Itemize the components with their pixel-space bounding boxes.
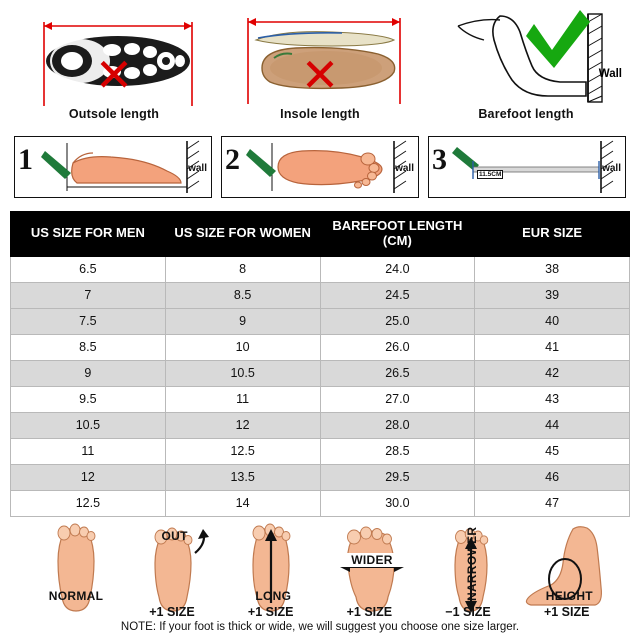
wall-label: Wall [598,68,622,80]
measurement-value: 11.5CM [479,171,502,178]
cell-us-women: 14 [165,490,320,516]
step-1 [14,136,212,198]
foot-type-advice: +1 SIZE [543,604,590,619]
foot-type-advice: +1 SIZE [346,604,393,619]
column-header-barefoot-length: BAREFOOT LENGTH (CM) [320,212,475,257]
table-row [11,256,630,282]
cell-us-women: 8.5 [165,282,320,308]
cell-barefoot-length: 26.5 [320,360,475,386]
step-3 [428,136,626,198]
measurement-steps [10,136,630,204]
cell-us-men: 10.5 [11,412,166,438]
cell-us-men: 12 [11,464,166,490]
foot-type-normal [24,523,123,619]
wall-label: wall [395,163,414,174]
cell-barefoot-length: 30.0 [320,490,475,516]
cell-us-women: 13.5 [165,464,320,490]
foot-type-wider [320,523,419,619]
step-number: 3 [432,143,447,176]
cell-eur-size: 39 [475,282,630,308]
column-header-eur-size: EUR SIZE [475,212,630,257]
cell-barefoot-length: 28.0 [320,412,475,438]
foot-type-label: WIDER [320,553,424,567]
cell-us-women: 12 [165,412,320,438]
table-row [11,490,630,516]
cell-barefoot-length: 27.0 [320,386,475,412]
table-body [11,256,630,516]
cell-us-women: 12.5 [165,438,320,464]
foot-type-label: NARROWER [464,526,479,601]
step-number: 2 [225,143,240,176]
cell-us-men: 6.5 [11,256,166,282]
table-row [11,386,630,412]
table-row [11,412,630,438]
cell-eur-size: 46 [475,464,630,490]
foot-type-row [10,523,630,619]
column-header-us-men: US SIZE FOR MEN [11,212,166,257]
foot-top-view-icon [222,137,418,197]
foot-type-narrower [419,523,518,619]
cell-eur-size: 38 [475,256,630,282]
cell-us-men: 7 [11,282,166,308]
cell-us-men: 9.5 [11,386,166,412]
table-row [11,282,630,308]
cell-eur-size: 44 [475,412,630,438]
cell-us-men: 7.5 [11,308,166,334]
cell-barefoot-length: 29.5 [320,464,475,490]
cell-eur-size: 41 [475,334,630,360]
table-row [11,334,630,360]
illustration-outsole [16,6,212,121]
cell-eur-size: 42 [475,360,630,386]
step-2 [221,136,419,198]
cell-us-men: 9 [11,360,166,386]
foot-normal-icon [24,523,128,619]
barefoot-wall-icon [428,6,624,106]
measure-tape-icon [429,137,625,197]
cell-us-women: 10 [165,334,320,360]
cell-barefoot-length: 24.5 [320,282,475,308]
illustration-insole [222,6,418,121]
foot-side-view-icon [15,137,211,197]
cell-us-women: 8 [165,256,320,282]
measurement-illustrations [10,6,630,134]
cell-us-women: 11 [165,386,320,412]
cell-us-men: 8.5 [11,334,166,360]
table-row [11,360,630,386]
illustration-barefoot [428,6,624,121]
cell-barefoot-length: 28.5 [320,438,475,464]
illustration-caption: Insole length [280,107,360,121]
foot-type-label: LONG [255,588,292,603]
foot-type-long [221,523,320,619]
foot-type-advice: −1 SIZE [445,604,491,619]
wall-label: wall [188,163,207,174]
cross-mark: ✕ [300,48,340,102]
cell-us-men: 12.5 [11,490,166,516]
step-number: 1 [18,143,33,176]
column-header-us-women: US SIZE FOR WOMEN [165,212,320,257]
size-table [10,211,630,517]
table-row [11,464,630,490]
illustration-caption: Barefoot length [478,107,574,121]
foot-type-advice: +1 SIZE [247,604,294,619]
table-row [11,308,630,334]
foot-type-label: NORMAL [48,588,104,603]
cell-eur-size: 43 [475,386,630,412]
cell-barefoot-length: 24.0 [320,256,475,282]
illustration-caption: Outsole length [68,107,160,121]
cell-barefoot-length: 25.0 [320,308,475,334]
table-header-row [11,212,630,257]
cell-eur-size: 40 [475,308,630,334]
cell-us-women: 10.5 [165,360,320,386]
foot-type-label: OUT [161,528,188,543]
size-note: NOTE: If your foot is thick or wide, we will suggest you choose one size larger. [120,620,520,633]
foot-type-advice: +1 SIZE [149,604,195,619]
foot-type-label: HEIGHT [545,588,593,603]
foot-type-height [517,523,616,619]
cell-us-women: 9 [165,308,320,334]
foot-type-out [123,523,222,619]
cell-eur-size: 45 [475,438,630,464]
table-row [11,438,630,464]
wall-label: wall [602,163,621,174]
cell-barefoot-length: 26.0 [320,334,475,360]
cell-us-men: 11 [11,438,166,464]
cell-eur-size: 47 [475,490,630,516]
cross-mark: ✕ [94,48,134,102]
